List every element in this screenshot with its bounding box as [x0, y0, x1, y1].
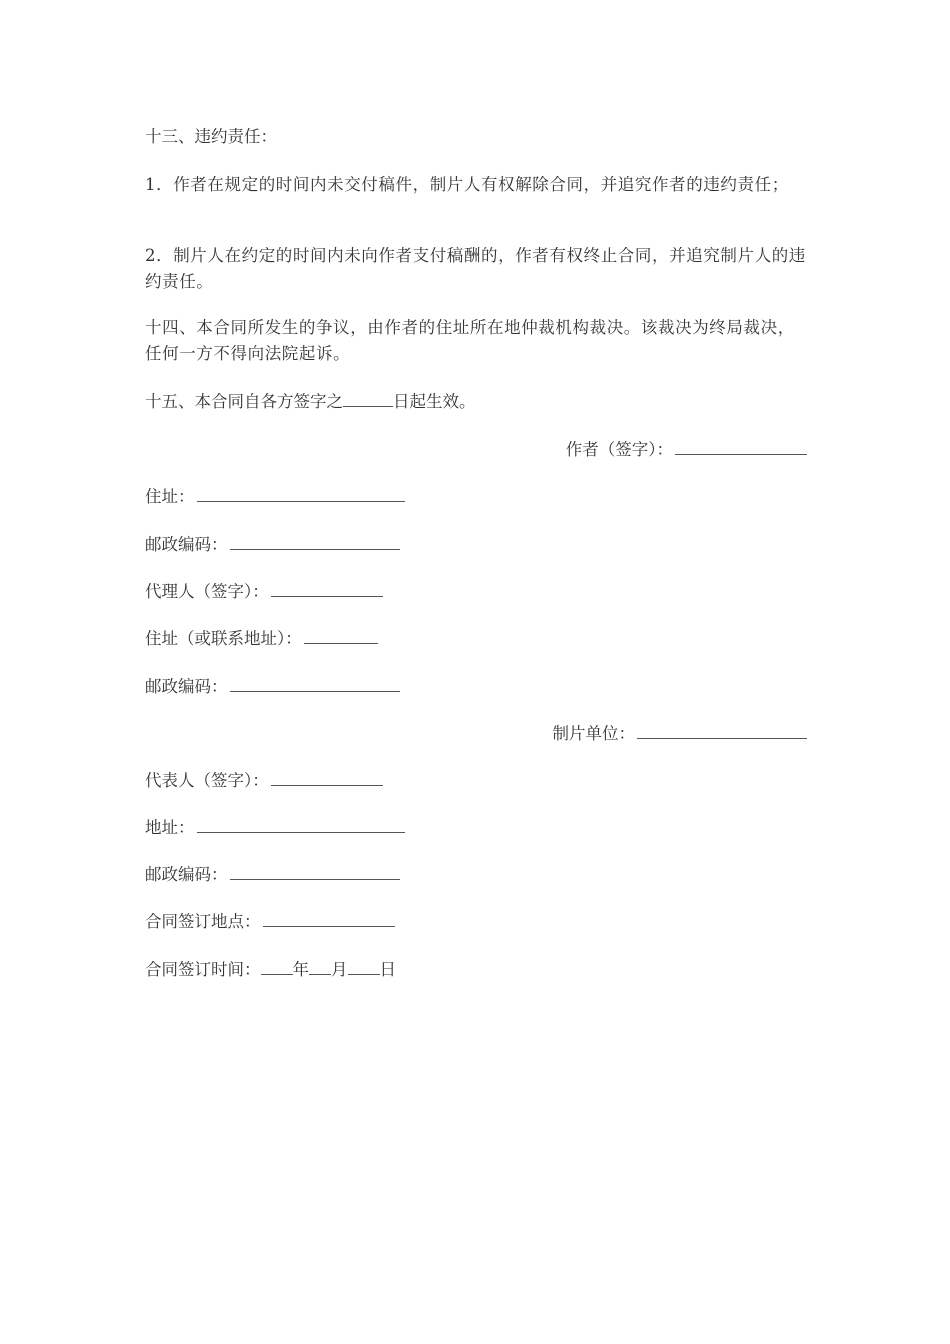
- signing-place-line: [145, 908, 395, 935]
- producer-address-blank[interactable]: [197, 814, 405, 833]
- clause-14: 十四、本合同所发生的争议，由作者的住址所在地仲裁机构裁决。该裁决为终局裁决，任何一方不得向法院起诉。: [145, 318, 795, 363]
- representative-signature-label: 代表人（签字）：: [145, 771, 269, 790]
- producer-unit-label: 制片单位：: [552, 724, 635, 743]
- signing-time-line: [145, 956, 396, 983]
- agent-signature-line: [145, 578, 383, 605]
- author-postal-blank[interactable]: [230, 531, 400, 550]
- producer-address-label: 地址：: [145, 818, 195, 837]
- author-postal-label: 邮政编码：: [145, 535, 228, 554]
- author-address-line: [145, 483, 405, 510]
- agent-signature-label: 代理人（签字）：: [145, 582, 269, 601]
- signing-place-blank[interactable]: [263, 908, 395, 927]
- clause-13-title: 十三、违约责任：: [145, 127, 277, 146]
- signing-day-blank[interactable]: [348, 956, 380, 975]
- agent-address-blank[interactable]: [304, 625, 378, 644]
- clause-15-prefix: 十五、本合同自各方签字之: [145, 392, 343, 411]
- producer-postal-label: 邮政编码：: [145, 865, 228, 884]
- signing-year-label: 年: [292, 960, 309, 979]
- signing-month-label: 月: [331, 960, 348, 979]
- agent-postal-label: 邮政编码：: [145, 677, 228, 696]
- author-address-label: 住址：: [145, 487, 195, 506]
- author-postal-line: [145, 531, 400, 558]
- producer-unit-blank[interactable]: [637, 720, 807, 739]
- signing-day-label: 日: [379, 960, 396, 979]
- clause-15-suffix: 日起生效。: [393, 392, 476, 411]
- producer-unit-line: [553, 720, 808, 747]
- producer-postal-line: [145, 861, 400, 888]
- signing-year-blank[interactable]: [261, 956, 293, 975]
- agent-address-label: 住址（或联系地址）：: [145, 629, 302, 648]
- author-signature-blank[interactable]: [675, 436, 807, 455]
- representative-signature-blank[interactable]: [271, 767, 383, 786]
- clause-13-item-2: 2．制片人在约定的时间内未向作者支付稿酬的，作者有权终止合同，并追究制片人的违约责任。: [145, 246, 806, 291]
- author-signature-label: 作者（签字）：: [565, 440, 673, 459]
- agent-postal-line: [145, 673, 400, 700]
- signing-time-label: 合同签订时间：: [145, 960, 261, 979]
- signing-month-blank[interactable]: [309, 956, 331, 975]
- clause-13-item-1: 1．作者在规定的时间内未交付稿件，制片人有权解除合同，并追究作者的违约责任；: [145, 175, 789, 194]
- agent-postal-blank[interactable]: [230, 673, 400, 692]
- author-address-blank[interactable]: [197, 483, 405, 502]
- producer-address-line: [145, 814, 405, 841]
- representative-signature-line: [145, 767, 383, 794]
- author-signature-line: [566, 436, 807, 463]
- producer-postal-blank[interactable]: [230, 861, 400, 880]
- clause-15: [145, 388, 476, 415]
- effective-date-blank[interactable]: [343, 388, 393, 407]
- agent-address-line: [145, 625, 378, 652]
- agent-signature-blank[interactable]: [271, 578, 383, 597]
- signing-place-label: 合同签订地点：: [145, 912, 261, 931]
